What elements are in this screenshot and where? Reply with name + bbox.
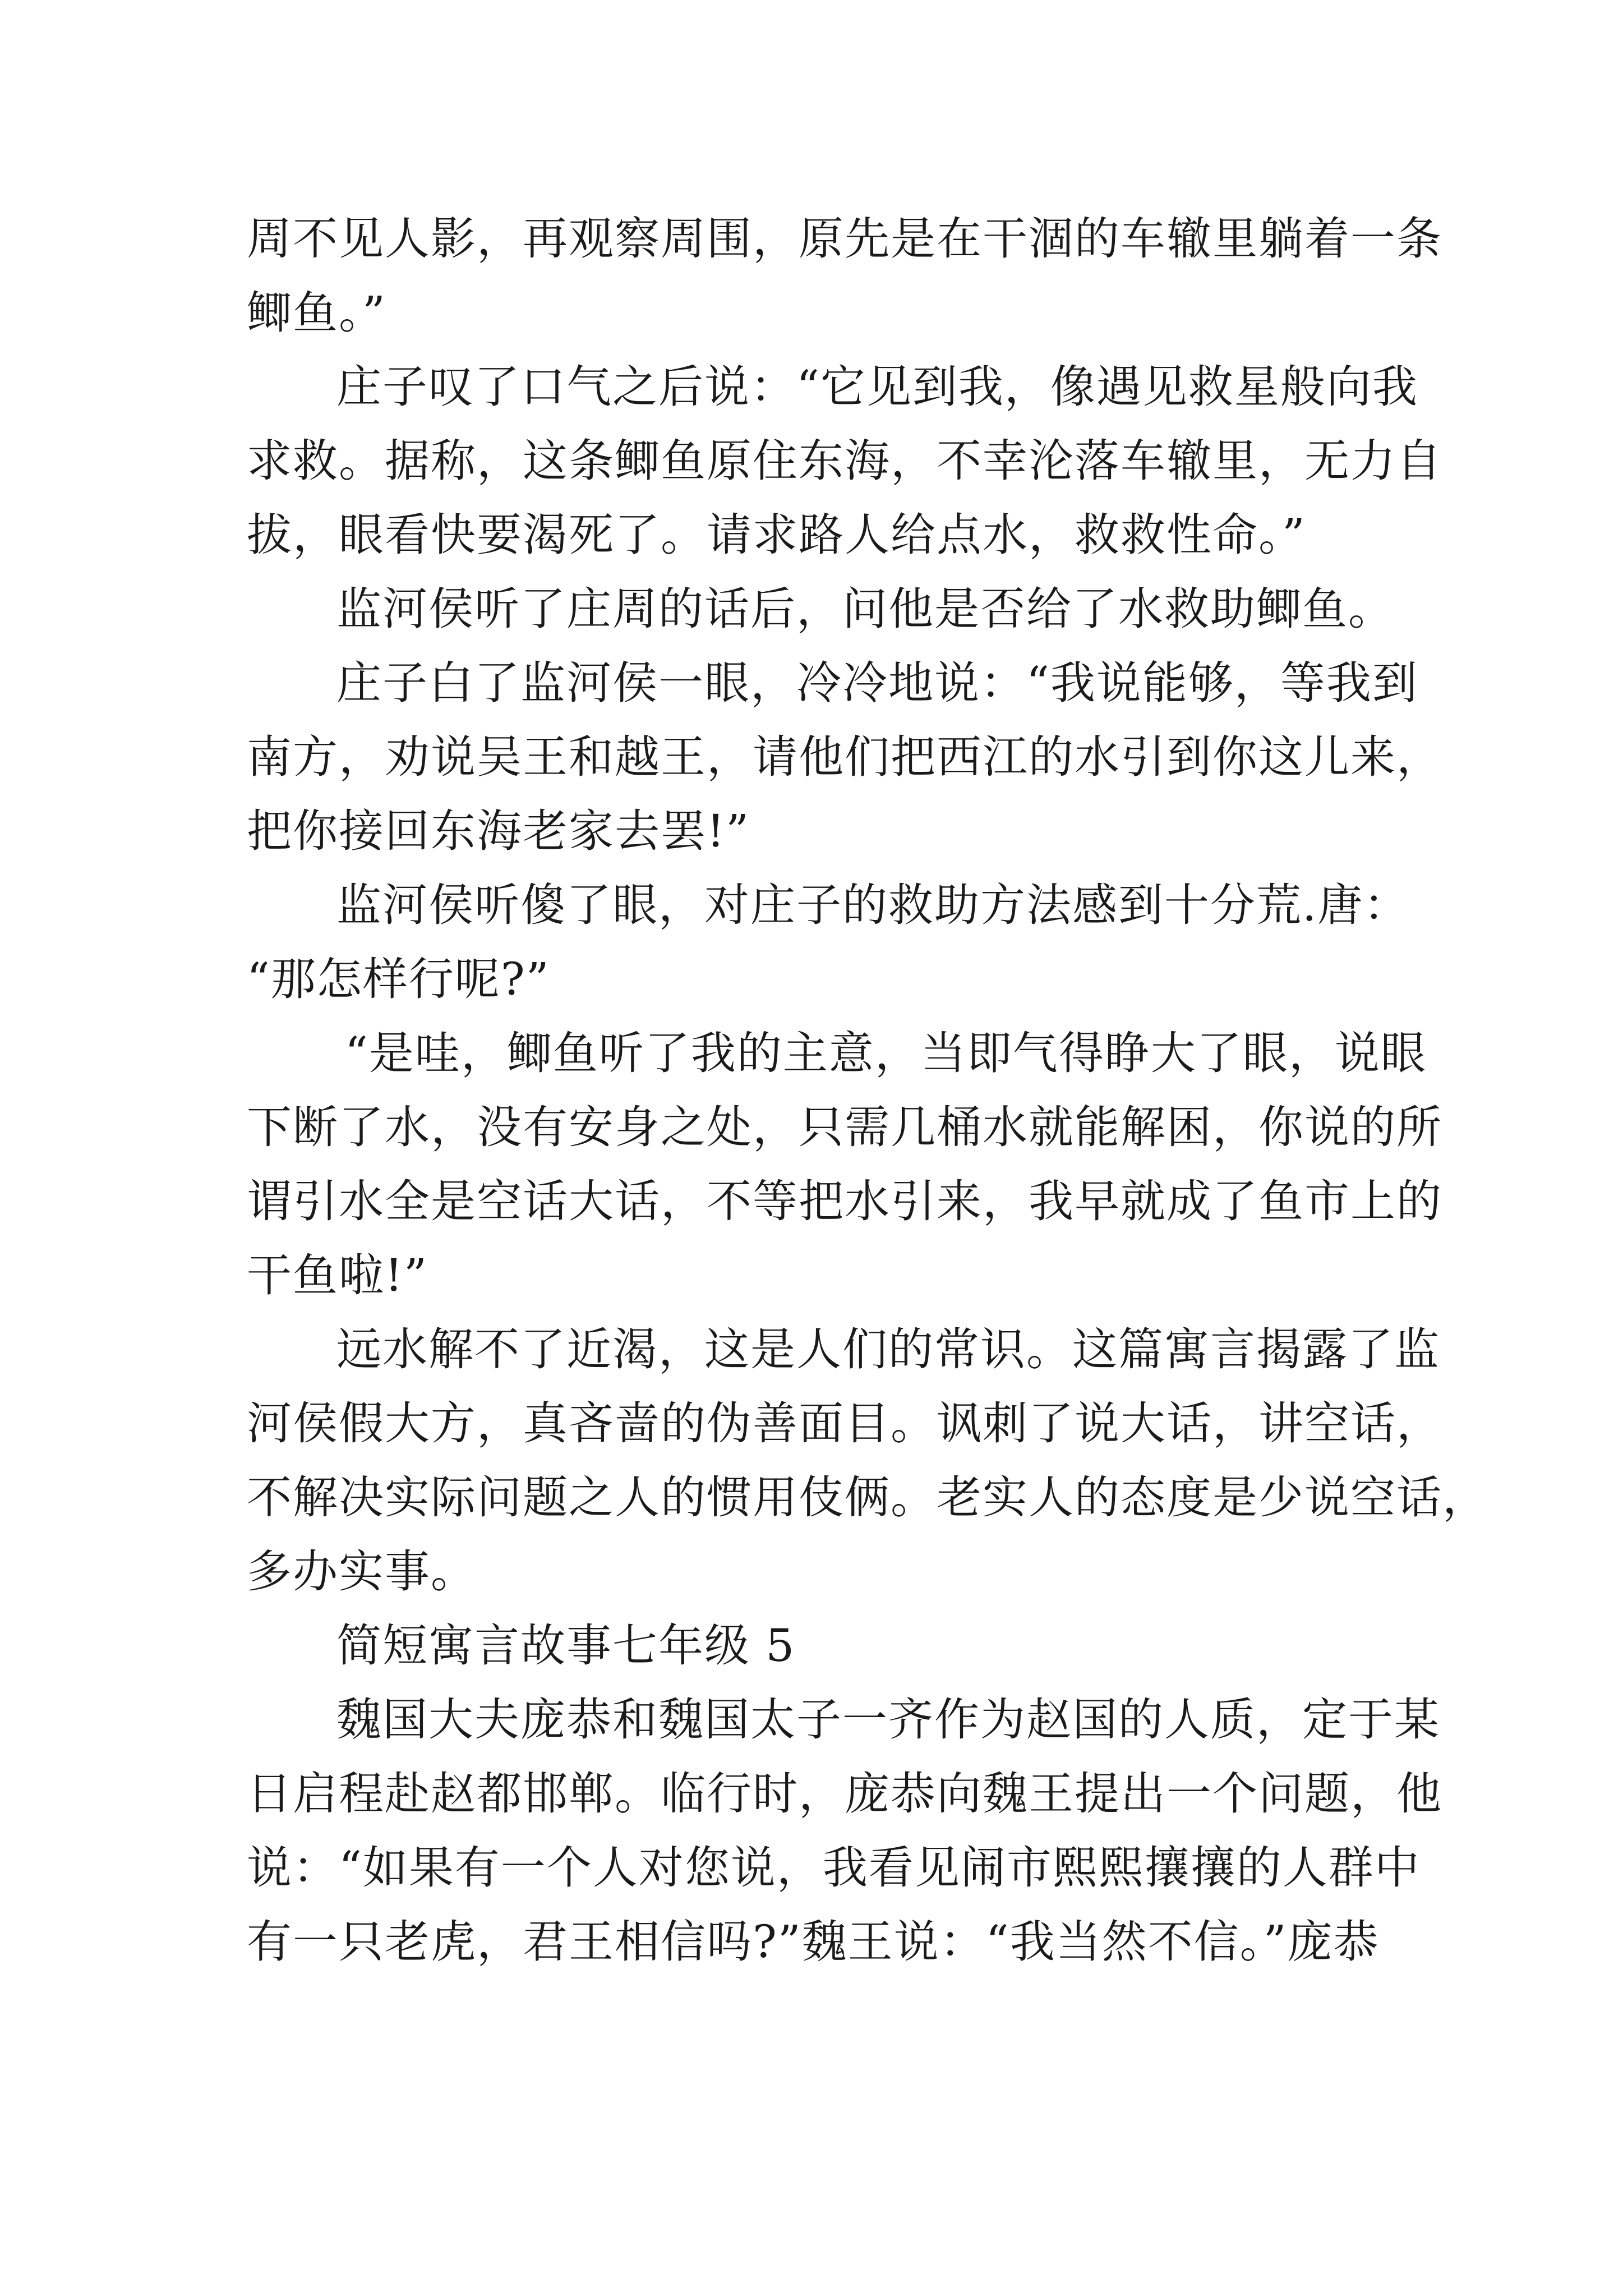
- paragraph-start-line: 远水解不了近渴，这是人们的常识。这篇寓言揭露了监: [336, 1323, 1440, 1375]
- paragraph-start-line: “是哇，鲫鱼听了我的主意，当即气得睁大了眼，说眼: [345, 1027, 1427, 1079]
- text-line: 有一只老虎，君王相信吗?”魏王说：“我当然不信。”庞恭: [247, 1916, 1380, 1968]
- text-line: 多办实事。: [247, 1545, 477, 1598]
- text-line: “那怎样行呢?”: [247, 953, 550, 1005]
- text-line: 拔，眼看快要渴死了。请求路人给点水，救救性命。”: [247, 509, 1306, 561]
- text-line: 不解决实际问题之人的惯用伎俩。老实人的态度是少说空话，: [247, 1471, 1488, 1524]
- text-line: 谓引水全是空话大话，不等把水引来，我早就成了鱼市上的: [247, 1175, 1442, 1227]
- paragraph-start-line: 魏国大夫庞恭和魏国太子一齐作为赵国的人质，定于某: [336, 1694, 1440, 1746]
- paragraph-start-line: 监河侯听傻了眼，对庄子的救助方法感到十分荒.唐：: [336, 879, 1410, 931]
- text-line: 干鱼啦!”: [247, 1249, 428, 1301]
- document-body: [247, 202, 1488, 1979]
- section-heading: 简短寓言故事七年级 5: [336, 1619, 796, 1672]
- paragraph-start-line: 监河侯听了庄周的话后，问他是否给了水救助鲫鱼。: [336, 583, 1394, 635]
- text-line: 把你接回东海老家去罢!”: [247, 805, 750, 857]
- text-line: 求救。据称，这条鲫鱼原住东海，不幸沦落车辙里，无力自: [247, 435, 1442, 487]
- text-line: 说：“如果有一个人对您说，我看见闹市熙熙攘攘的人群中: [247, 1842, 1421, 1894]
- text-line: 鲫鱼。”: [247, 287, 386, 339]
- text-line: 周不见人影，再观察周围，原先是在干涸的车辙里躺着一条: [247, 213, 1442, 265]
- text-line: 南方，劝说吴王和越王，请他们把西江的水引到你这儿来，: [247, 731, 1442, 783]
- text-line: 河侯假大方，真吝啬的伪善面目。讽刺了说大话，讲空话，: [247, 1397, 1442, 1450]
- paragraph-start-line: 庄子叹了口气之后说：“它见到我，像遇见救星般向我: [336, 361, 1418, 413]
- text-line: 下断了水，没有安身之处，只需几桶水就能解困，你说的所: [247, 1101, 1442, 1153]
- text-line: 日启程赴赵都邯郸。临行时，庞恭向魏王提出一个问题，他: [247, 1768, 1442, 1820]
- paragraph-start-line: 庄子白了监河侯一眼，冷冷地说：“我说能够，等我到: [336, 657, 1418, 709]
